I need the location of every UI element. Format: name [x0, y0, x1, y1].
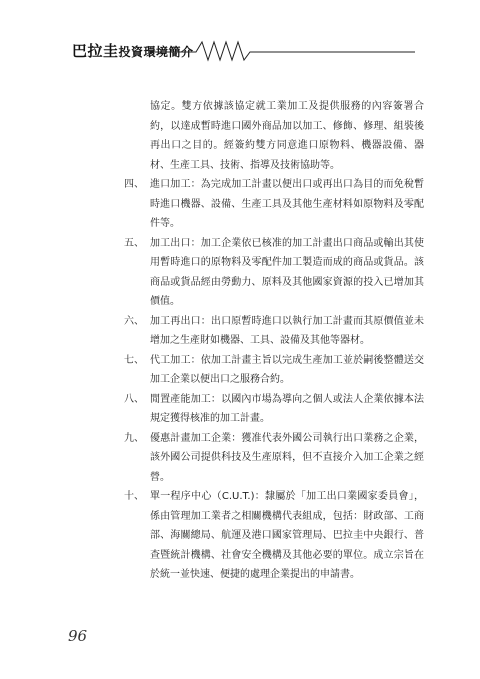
list-item — [124, 351, 424, 390]
item-text: 閒置產能加工：以國內市場為導向之個人或法人企業依據本法規定獲得核准的加工計畫。 — [150, 393, 424, 424]
list-item — [124, 312, 424, 351]
header-title-main: 巴拉圭 — [72, 42, 119, 60]
item-text: 進口加工：為完成加工計畫以便出口或再出口為目的而免稅暫時進口機器、設備、生產工具及其他生產材料如原物料及零配件等。 — [150, 179, 424, 229]
list-item — [124, 487, 424, 585]
list-item — [124, 175, 424, 234]
item-text: 加工出口：加工企業依已核准的加工計畫出口商品或輸出其使用暫時進口的原物料及零配件加工製造而成的商品或貨品。該商品或貨品經由勞動力、原料及其他國家資源的投入已增加其價值。 — [150, 237, 424, 307]
item-marker: 四、 — [124, 179, 144, 190]
item-text: 單一程序中心（C.U.T.)：隸屬於「加工出口業國家委員會」，係由管理加工業者之相關機構代表組成，包括：財政部、工商部、海關總局、航運及港口國家管理局、巴拉圭中央銀行、普查暨統計機構、社會安全機構及其他必要的單位。成立宗旨在於統一並快速、便捷的處理企業提出的申請書。 — [150, 491, 424, 580]
item-marker: 六、 — [124, 315, 144, 327]
item-marker — [124, 97, 150, 175]
item-text: 代工加工：依加工計畫主旨以完成生產加工並於嗣後整體送交加工企業以便出口之服務合約。 — [150, 354, 424, 385]
list-item-continued — [124, 97, 424, 175]
item-text: 加工再出口：出口原暫時進口以執行加工計畫而其原價值並未增加之生產財如機器、工具、設備及其他等器材。 — [150, 315, 424, 346]
item-text: 協定。雙方依據該協定就工業加工及提供服務的內容簽署合約，以達成暫時進口國外商品加以加工、修飾、修理、組裝後再出口之目的。經簽約雙方同意進口原物料、機器設備、器材、生產工具、技術、指導及技術協助等。 — [150, 101, 424, 171]
list-item — [124, 390, 424, 429]
header-pulse-line — [150, 38, 415, 62]
body-text — [124, 97, 424, 585]
list-item — [124, 234, 424, 312]
list-item — [124, 429, 424, 488]
item-marker: 九、 — [124, 432, 144, 444]
item-marker: 五、 — [124, 237, 144, 249]
page-number: 96 — [68, 627, 88, 645]
running-header — [0, 0, 480, 80]
header-title-sub: 投資環境簡介 — [118, 45, 194, 59]
item-marker: 十、 — [124, 491, 144, 502]
item-text: 優惠計畫加工企業：獲准代表外國公司執行出口業務之企業，該外國公司提供科技及生產原料，但不直接介入加工企業之經營。 — [150, 432, 424, 483]
item-marker: 七、 — [124, 354, 144, 366]
item-marker: 八、 — [124, 393, 144, 405]
